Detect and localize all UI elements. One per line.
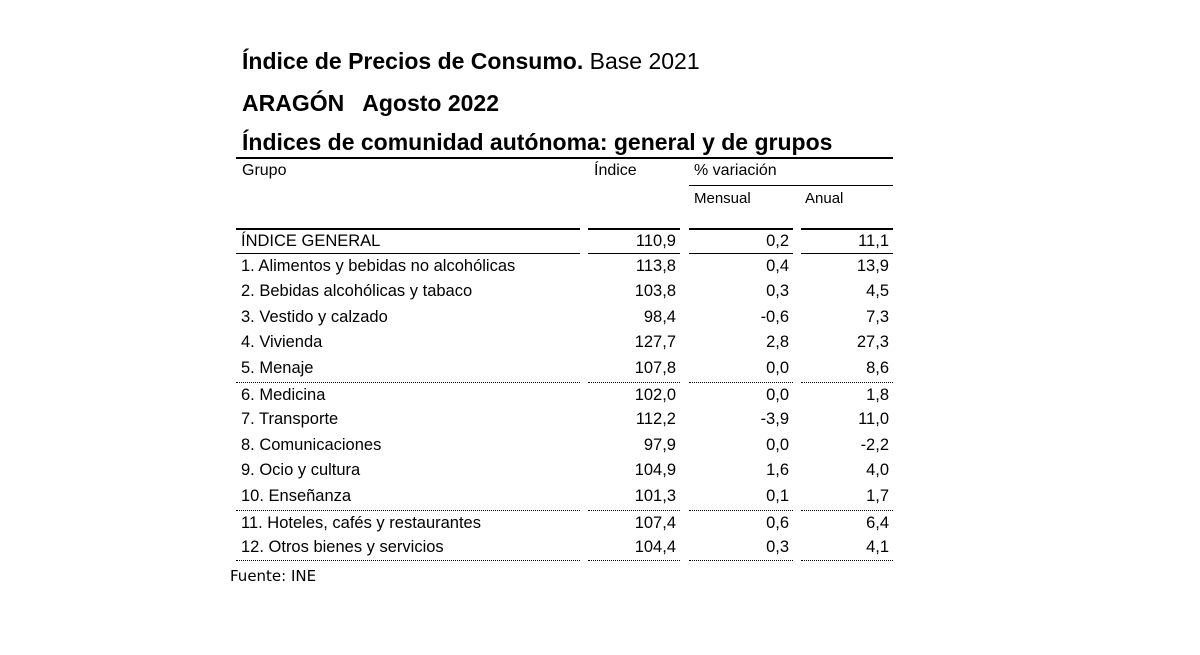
cell-anual: 7,3	[866, 307, 889, 326]
cell-indice: 104,4	[588, 535, 680, 561]
cell-mensual: 0,3	[766, 282, 789, 301]
cell-indice: 98,4	[643, 307, 676, 326]
source-note: Fuente: INE	[230, 567, 317, 585]
cell-grupo: 10. Enseñanza	[241, 486, 352, 505]
cell-anual: 1,8	[801, 382, 893, 408]
cell-grupo: 3. Vestido y calzado	[241, 307, 388, 326]
table-row-general	[236, 228, 893, 254]
cell-mensual: 0,0	[766, 358, 789, 377]
cell-indice: 127,7	[634, 333, 676, 352]
table-row	[236, 254, 893, 280]
cell-mensual: 0,0	[766, 435, 789, 454]
table-row	[236, 484, 893, 510]
cell-indice: 104,9	[634, 461, 676, 480]
cell-indice: 110,9	[588, 228, 680, 254]
col-header-grupo: Grupo	[242, 162, 287, 179]
cell-grupo: 11. Hoteles, cafés y restaurantes	[236, 510, 580, 536]
cell-anual: 8,6	[866, 358, 889, 377]
table-row	[236, 510, 893, 536]
cell-grupo: 7. Transporte	[241, 410, 339, 429]
cell-grupo: 1. Alimentos y bebidas no alcohólicas	[241, 256, 516, 275]
cell-anual: 4,1	[801, 535, 893, 561]
region: ARAGÓN	[242, 90, 345, 116]
cell-mensual: 0,4	[766, 256, 789, 275]
period: Agosto 2022	[362, 90, 499, 116]
cell-grupo: 6. Medicina	[236, 382, 580, 408]
table-row	[236, 458, 893, 484]
cell-indice: 102,0	[588, 382, 680, 408]
cell-mensual: 0,3	[689, 535, 793, 561]
table-row	[236, 535, 893, 561]
table-row	[236, 305, 893, 331]
cell-grupo: 8. Comunicaciones	[241, 435, 382, 454]
cell-indice: 101,3	[634, 486, 676, 505]
table-row	[236, 356, 893, 382]
table-row	[236, 279, 893, 305]
cell-indice: 112,2	[635, 410, 676, 429]
col-header-mensual: Mensual	[694, 190, 751, 207]
cell-mensual: 1,6	[766, 461, 789, 480]
table-row	[236, 433, 893, 459]
cell-indice: 97,9	[643, 435, 676, 454]
cell-anual: 4,0	[866, 461, 889, 480]
page-title	[242, 48, 700, 75]
cell-anual: 6,4	[801, 510, 893, 536]
col-header-indice: Índice	[594, 162, 637, 179]
cell-grupo: ÍNDICE GENERAL	[236, 228, 580, 254]
table-row	[236, 407, 893, 433]
cell-grupo: 5. Menaje	[241, 358, 314, 377]
cell-mensual: 2,8	[766, 333, 789, 352]
cell-anual: 11,0	[858, 410, 889, 429]
cell-mensual: -0,6	[760, 307, 789, 326]
cell-grupo: 4. Vivienda	[241, 333, 323, 352]
cell-grupo: 12. Otros bienes y servicios	[236, 535, 580, 561]
cell-mensual: 0,0	[689, 382, 793, 408]
cell-anual: 1,7	[866, 486, 889, 505]
region-period	[242, 90, 499, 117]
cell-anual: -2,2	[860, 435, 889, 454]
table-row	[236, 330, 893, 356]
cell-anual: 13,9	[856, 256, 889, 275]
cell-mensual: 0,1	[766, 486, 789, 505]
variacion-rule	[689, 185, 893, 186]
table-subtitle: Índices de comunidad autónoma: general y de grupos	[242, 129, 833, 155]
cell-indice: 113,8	[635, 256, 676, 275]
cell-mensual: 0,2	[689, 228, 793, 254]
table-row	[236, 382, 893, 408]
cell-indice: 103,8	[634, 282, 676, 301]
cell-anual: 4,5	[866, 282, 889, 301]
col-header-variacion: % variación	[694, 162, 777, 179]
title-bold: Índice de Precios de Consumo.	[242, 48, 584, 74]
col-header-anual: Anual	[805, 190, 844, 207]
table-top-rule	[236, 157, 893, 159]
cell-grupo: 9. Ocio y cultura	[241, 461, 361, 480]
table-body	[236, 228, 893, 561]
title-base: Base 2021	[589, 48, 700, 74]
cell-anual: 27,3	[856, 333, 889, 352]
cell-indice: 107,8	[634, 358, 676, 377]
cell-grupo: 2. Bebidas alcohólicas y tabaco	[241, 282, 473, 301]
cell-indice: 107,4	[588, 510, 680, 536]
cell-anual: 11,1	[801, 228, 893, 254]
cell-mensual: -3,9	[760, 410, 789, 429]
cell-mensual: 0,6	[689, 510, 793, 536]
